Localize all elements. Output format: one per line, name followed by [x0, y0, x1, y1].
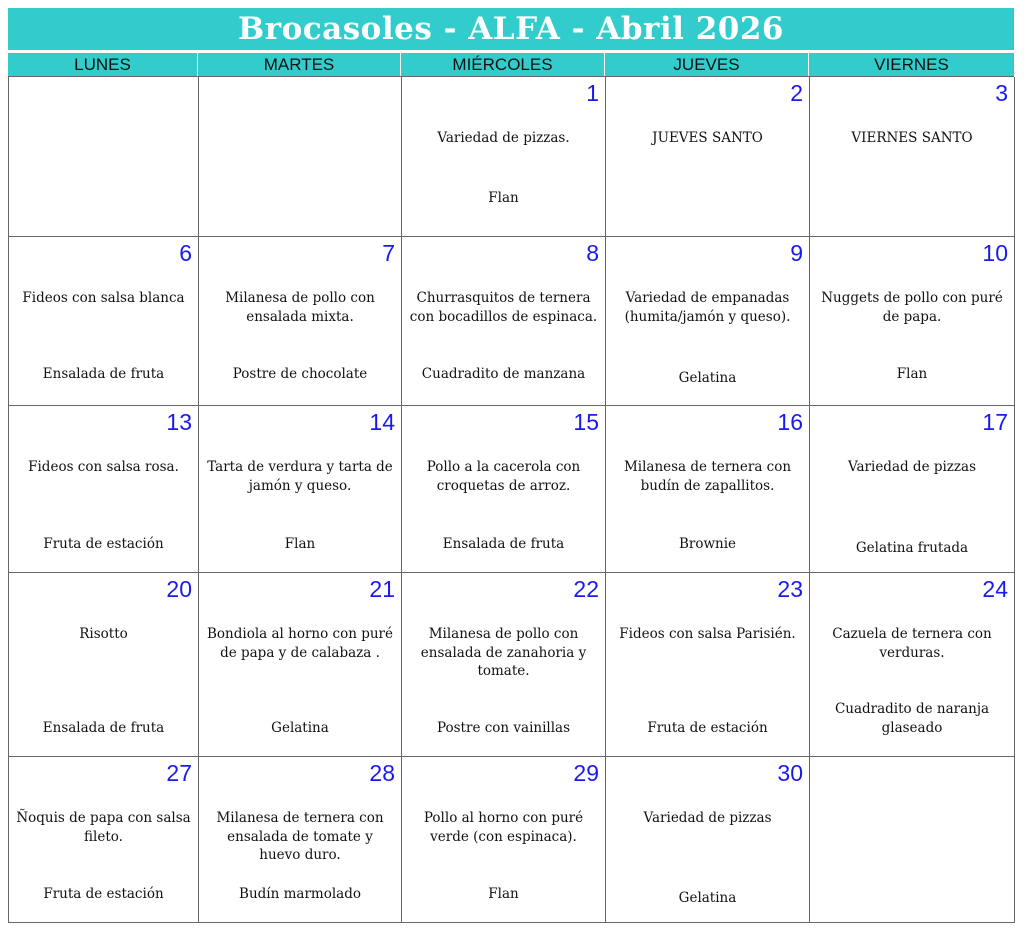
day-cell — [199, 573, 402, 757]
main-dish: Risotto — [79, 626, 128, 642]
day-number: 24 — [982, 576, 1008, 602]
dessert: Gelatina — [678, 890, 737, 906]
main-dish: Pollo al horno con puré verde (con espinaca). — [423, 810, 584, 845]
day-number: 27 — [166, 760, 192, 786]
menu-calendar — [8, 8, 1014, 923]
main-dish: Fideos con salsa Parisién. — [619, 626, 796, 642]
day-cell — [9, 573, 199, 757]
main-dish: Ñoquis de papa con salsa fileto. — [16, 810, 191, 845]
day-cell — [199, 237, 402, 406]
day-number: 14 — [369, 409, 395, 435]
day-cell — [606, 573, 810, 757]
main-dish: Tarta de verdura y tarta de jamón y queso. — [207, 459, 393, 494]
main-dish: JUEVES SANTO — [652, 130, 763, 146]
calendar-title: Brocasoles - ALFA - Abril 2026 — [8, 8, 1014, 50]
day-cell — [9, 757, 199, 923]
dessert: Ensalada de fruta — [442, 536, 565, 552]
day-cell — [606, 757, 810, 923]
day-number: 9 — [790, 240, 803, 266]
day-cell — [402, 77, 606, 237]
day-number: 29 — [573, 760, 599, 786]
weekday-header-row — [8, 53, 1014, 76]
calendar-grid — [8, 76, 1014, 923]
main-dish: Variedad de pizzas — [643, 810, 772, 826]
day-cell — [9, 406, 199, 573]
main-dish: Bondiola al horno con puré de papa y de calabaza . — [207, 626, 393, 661]
day-cell — [606, 237, 810, 406]
main-dish: Variedad de pizzas. — [437, 130, 570, 146]
day-number: 2 — [790, 80, 803, 106]
dessert: Cuadradito de manzana — [421, 366, 586, 382]
weekday-friday: VIERNES — [809, 53, 1014, 76]
main-dish: Variedad de empanadas (humita/jamón y queso). — [624, 290, 791, 325]
day-cell — [9, 237, 199, 406]
day-number: 20 — [166, 576, 192, 602]
main-dish: Milanesa de ternera con budín de zapallitos. — [623, 459, 792, 494]
weekday-wednesday: MIÉRCOLES — [401, 53, 605, 76]
main-dish: Fideos con salsa blanca — [22, 290, 185, 306]
day-number: 10 — [982, 240, 1008, 266]
day-number: 22 — [573, 576, 599, 602]
dessert: Cuadradito de naranja glaseado — [834, 701, 990, 736]
day-cell — [402, 573, 606, 757]
weekday-tuesday: MARTES — [198, 53, 401, 76]
main-dish: Milanesa de pollo con ensalada mixta. — [225, 290, 375, 325]
day-number: 1 — [586, 80, 599, 106]
main-dish: Milanesa de pollo con ensalada de zanahoria y tomate. — [420, 626, 587, 679]
day-number: 3 — [995, 80, 1008, 106]
day-number: 21 — [369, 576, 395, 602]
day-cell — [9, 77, 199, 237]
dessert: Postre con vainillas — [436, 720, 571, 736]
day-number: 23 — [777, 576, 803, 602]
main-dish: Churrasquitos de ternera con bocadillos de espinaca. — [409, 290, 598, 325]
day-number: 8 — [586, 240, 599, 266]
dessert: Fruta de estación — [647, 720, 768, 736]
day-number: 13 — [166, 409, 192, 435]
day-number: 30 — [777, 760, 803, 786]
dessert: Flan — [488, 190, 519, 206]
day-cell — [810, 573, 1015, 757]
dessert: Brownie — [678, 536, 737, 552]
main-dish: Fideos con salsa rosa. — [28, 459, 179, 475]
main-dish: Cazuela de ternera con verduras. — [832, 626, 992, 661]
dessert: Gelatina — [271, 720, 329, 736]
day-cell — [199, 757, 402, 923]
day-cell — [402, 237, 606, 406]
dessert: Flan — [284, 536, 316, 552]
dessert: Flan — [488, 886, 519, 902]
dessert: Fruta de estación — [43, 886, 164, 902]
day-number: 7 — [382, 240, 395, 266]
day-cell — [402, 757, 606, 923]
day-cell — [606, 77, 810, 237]
day-cell — [606, 406, 810, 573]
dessert: Ensalada de fruta — [42, 720, 165, 736]
day-number: 17 — [982, 409, 1008, 435]
day-cell — [810, 77, 1015, 237]
dessert: Gelatina frutada — [855, 540, 969, 556]
main-dish: Milanesa de ternera con ensalada de tomate y huevo duro. — [216, 810, 384, 863]
day-cell — [199, 77, 402, 237]
dessert: Flan — [896, 366, 928, 382]
main-dish: Nuggets de pollo con puré de papa. — [821, 290, 1003, 325]
day-cell — [199, 406, 402, 573]
day-number: 15 — [573, 409, 599, 435]
weekday-monday: LUNES — [8, 53, 198, 76]
day-number: 28 — [369, 760, 395, 786]
main-dish: Pollo a la cacerola con croquetas de arroz. — [426, 459, 581, 494]
day-number: 6 — [179, 240, 192, 266]
dessert: Budín marmolado — [239, 886, 361, 902]
dessert: Postre de chocolate — [232, 366, 368, 382]
main-dish: Variedad de pizzas — [847, 459, 977, 475]
day-cell — [810, 237, 1015, 406]
day-number: 16 — [777, 409, 803, 435]
dessert: Gelatina — [678, 370, 737, 386]
day-cell — [402, 406, 606, 573]
dessert: Fruta de estación — [43, 536, 164, 552]
weekday-thursday: JUEVES — [605, 53, 809, 76]
day-cell — [810, 406, 1015, 573]
main-dish: VIERNES SANTO — [851, 130, 973, 146]
dessert: Ensalada de fruta — [42, 366, 165, 382]
day-cell — [810, 757, 1015, 923]
